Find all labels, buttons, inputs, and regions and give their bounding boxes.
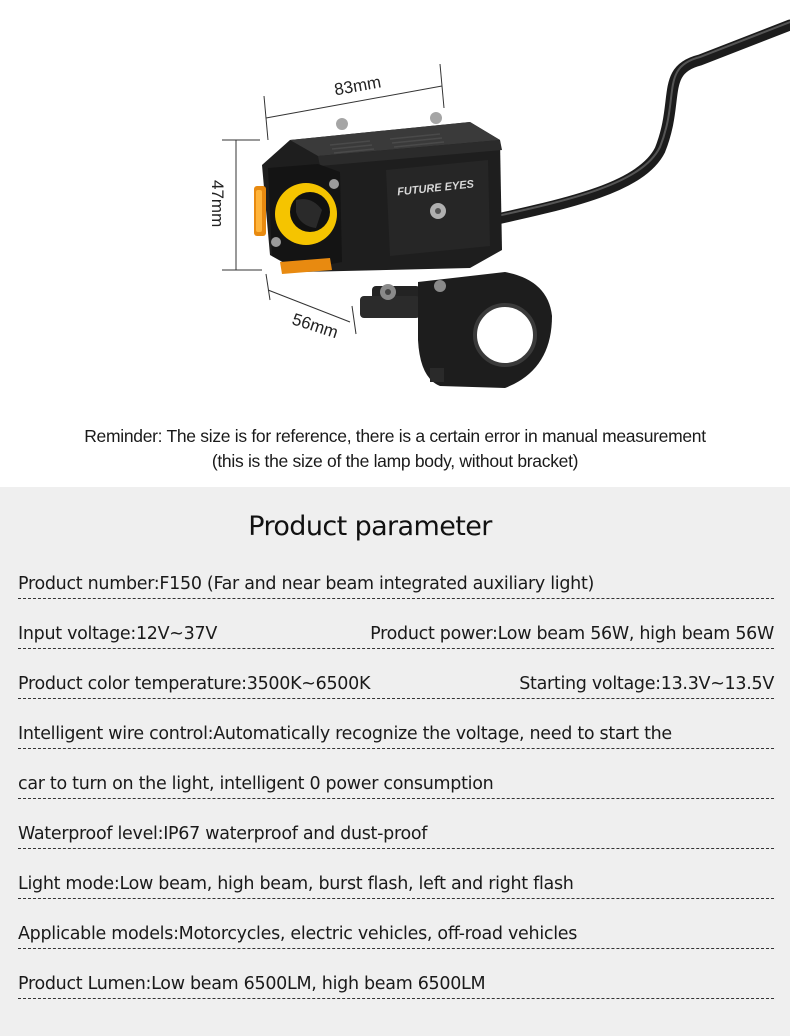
depth-label: 56mm <box>289 309 341 343</box>
param-color-temperature: Product color temperature:3500K~6500K <box>18 674 371 694</box>
param-row <box>18 799 774 849</box>
param-applicable-models: Applicable models:Motorcycles, electric vehicles, off-road vehicles <box>18 924 578 944</box>
params-title: Product parameter <box>248 511 492 542</box>
param-wire-control: Intelligent wire control:Automatically recognize the voltage, need to start the <box>18 724 672 744</box>
param-waterproof: Waterproof level:IP67 waterproof and dust-proof <box>18 824 428 844</box>
power-cable <box>470 25 790 225</box>
lamp-illustration <box>0 0 790 410</box>
param-row <box>18 749 774 799</box>
height-label: 47mm <box>208 180 227 228</box>
param-product-number: Product number:F150 (Far and near beam integrated auxiliary light) <box>18 574 595 594</box>
size-reminder <box>0 424 790 474</box>
param-starting-voltage: Starting voltage:13.3V~13.5V <box>519 674 774 694</box>
param-row <box>18 699 774 749</box>
width-label: 83mm <box>332 72 383 100</box>
param-light-mode: Light mode:Low beam, high beam, burst flash, left and right flash <box>18 874 574 894</box>
param-row <box>18 599 774 649</box>
lamp-body <box>254 112 502 274</box>
reminder-line-2: (this is the size of the lamp body, without bracket) <box>211 451 579 471</box>
reminder-line-1: Reminder: The size is for reference, there is a certain error in manual measurement <box>84 426 706 446</box>
param-product-power: Product power:Low beam 56W, high beam 56W <box>370 624 774 644</box>
param-wire-control-cont: car to turn on the light, intelligent 0 power consumption <box>18 774 494 794</box>
param-row <box>18 899 774 949</box>
param-row <box>18 549 774 599</box>
param-row <box>18 949 774 999</box>
height-dimension <box>208 140 262 270</box>
brand-label: FUTURE EYES <box>396 178 475 199</box>
param-row <box>18 649 774 699</box>
mount-bracket <box>360 272 552 388</box>
param-input-voltage: Input voltage:12V~37V <box>18 624 218 644</box>
product-parameter-panel <box>0 487 790 1036</box>
param-row <box>18 849 774 899</box>
depth-dimension <box>266 274 356 342</box>
param-lumen: Product Lumen:Low beam 6500LM, high beam 6500LM <box>18 974 486 994</box>
product-image-section <box>0 0 790 487</box>
